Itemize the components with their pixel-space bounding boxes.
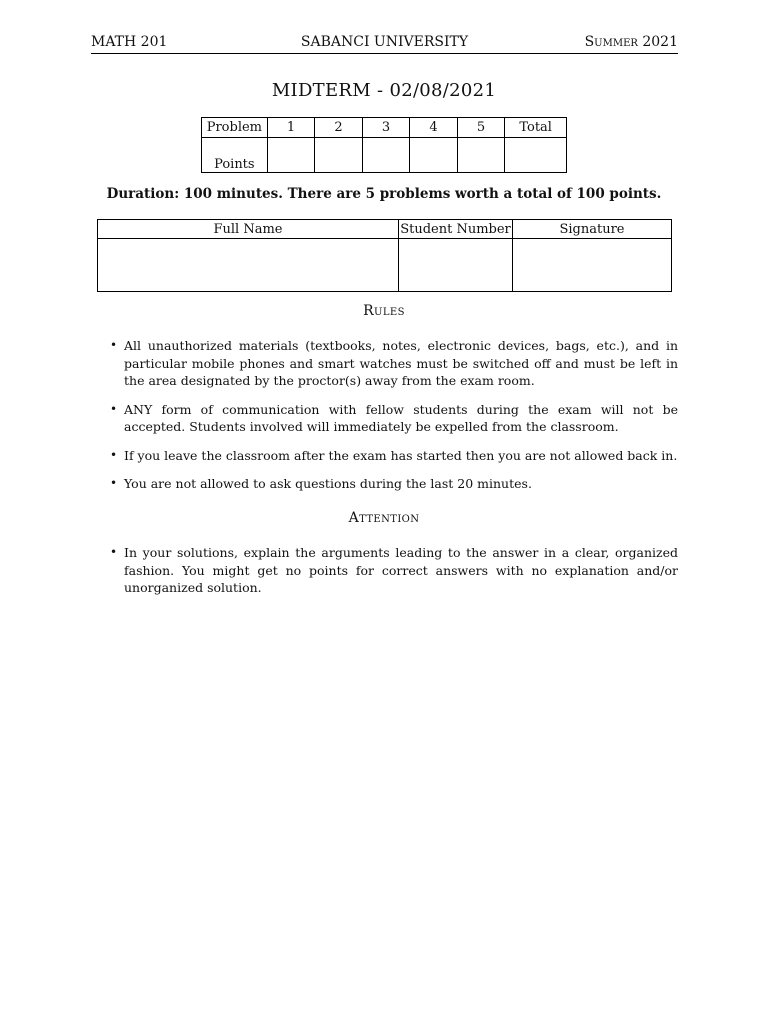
score-cell-2 (315, 138, 363, 173)
student-number-field (399, 239, 513, 292)
duration-note: Duration: 100 minutes. There are 5 problems worth a total of 100 points. (106, 186, 662, 202)
problem-label-cell: Problem (202, 118, 268, 138)
rule-text: All unauthorized materials (textbooks, notes, electronic devices, bags, etc.), and in particular mobile phones and smart watches must be switched off and must be left in the area designated by the proctor(s) away from the exam room. (124, 338, 678, 388)
score-cell-1 (267, 138, 315, 173)
student-info-header-row (98, 220, 672, 239)
problem-number-cell: 3 (362, 118, 410, 138)
student-info-entry-row (98, 239, 672, 292)
term-label: Summer 2021 (584, 34, 678, 50)
exam-title: MIDTERM - 02/08/2021 (271, 80, 497, 101)
rule-item (108, 447, 678, 465)
rule-text: You are not allowed to ask questions during the last 20 minutes. (124, 476, 532, 491)
points-table (201, 117, 567, 173)
points-table-header-row (202, 118, 567, 138)
rules-heading: Rules (363, 303, 405, 319)
signature-label: Signature (513, 220, 672, 239)
rule-item (108, 475, 678, 493)
rule-item (108, 337, 678, 390)
full-name-field (98, 239, 399, 292)
score-cell-5 (457, 138, 505, 173)
score-cell-3 (362, 138, 410, 173)
bullet-icon: • (110, 545, 118, 559)
signature-field (513, 239, 672, 292)
page-header (91, 33, 678, 54)
attention-text: In your solutions, explain the arguments leading to the answer in a clear, organized fashion. You might get no points for correct answers with no explanation and/or unorganized solution. (124, 545, 678, 595)
university-name: SABANCI UNIVERSITY (300, 34, 469, 50)
attention-list (108, 544, 678, 608)
full-name-label: Full Name (98, 220, 399, 239)
bullet-icon: • (110, 401, 118, 416)
attention-item (108, 544, 678, 597)
bullet-icon: • (110, 476, 118, 490)
problem-number-cell: 2 (315, 118, 363, 138)
rule-text: If you leave the classroom after the exam has started then you are not allowed back in. (124, 447, 678, 463)
bullet-icon: • (110, 447, 118, 462)
points-table-score-row (202, 138, 567, 173)
problem-number-cell: 5 (457, 118, 505, 138)
student-info-table (97, 219, 672, 292)
rules-list (108, 337, 678, 504)
points-label-cell: Points (202, 138, 268, 173)
score-cell-total (505, 138, 567, 173)
course-code: MATH 201 (91, 34, 168, 50)
total-label-cell: Total (505, 118, 567, 138)
student-number-label: Student Number (400, 221, 511, 237)
bullet-icon: • (110, 338, 118, 352)
problem-number-cell: 1 (267, 118, 315, 138)
rule-text: ANY form of communication with fellow students during the exam will not be accepted. Students involved will immediately be expelled from the classroom. (124, 401, 678, 434)
rule-item (108, 401, 678, 436)
score-cell-4 (410, 138, 458, 173)
problem-number-cell: 4 (410, 118, 458, 138)
attention-heading: Attention (348, 510, 420, 526)
